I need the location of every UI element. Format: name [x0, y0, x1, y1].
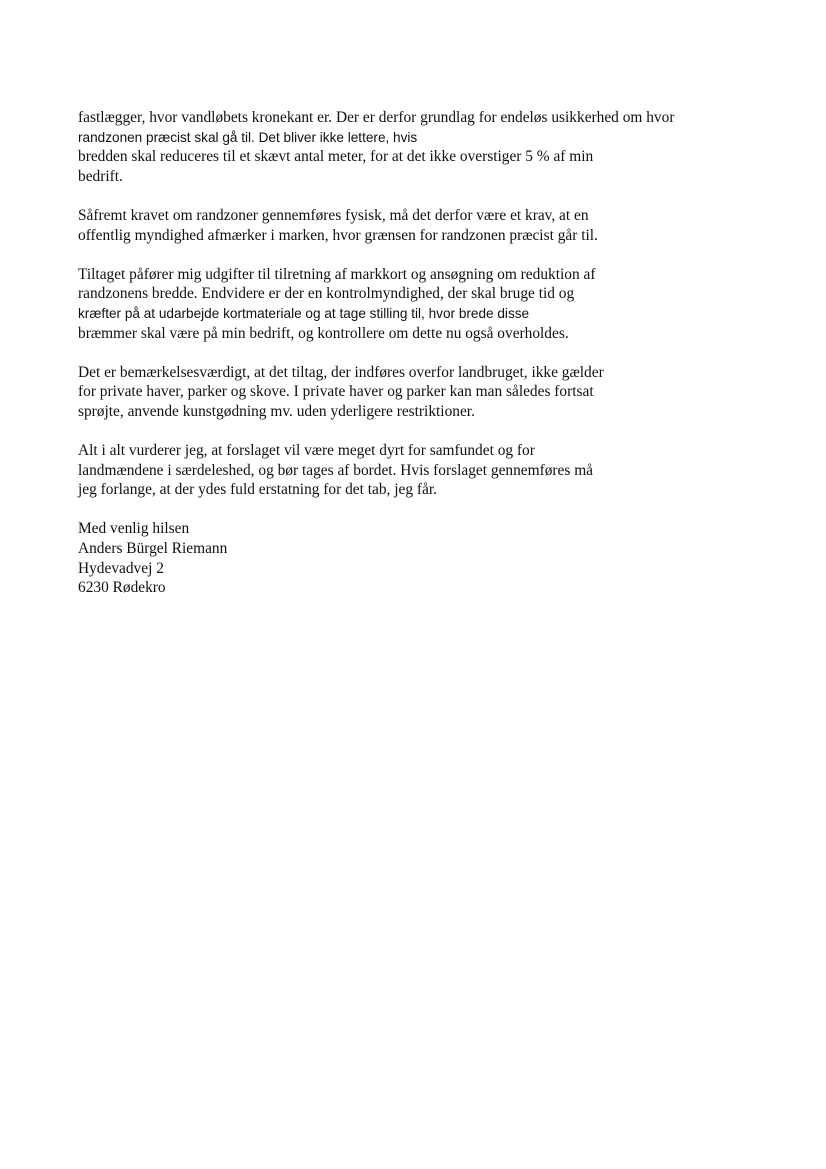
- text-line: bedrift.: [78, 167, 123, 185]
- text-line: for private haver, parker og skove. I private haver og parker kan man således fortsat: [78, 383, 594, 401]
- text-line: bredden skal reduceres til et skævt antal meter, for at det ikke overstiger 5 % af min: [78, 148, 594, 166]
- text-line: jeg forlange, at der ydes fuld erstatning for det tab, jeg får.: [78, 481, 437, 499]
- paragraph-4: [78, 363, 778, 422]
- text-line: randzonens bredde. Endvidere er der en kontrolmyndighed, der skal bruge tid og: [78, 285, 575, 303]
- sender-name: Anders Bürgel Riemann: [78, 540, 228, 558]
- sender-street: Hydevadvej 2: [78, 559, 164, 577]
- text-line: bræmmer skal være på min bedrift, og kontrollere om dette nu også overholdes.: [78, 324, 569, 342]
- closing-salutation: Med venlig hilsen: [78, 520, 190, 538]
- text-line: landmændene i særdeleshed, og bør tages af bordet. Hvis forslaget gennemføres må: [78, 461, 594, 479]
- letter-body: [78, 108, 778, 598]
- text-line: Tiltaget påfører mig udgifter til tilretning af markkort og ansøgning om reduktion af: [78, 265, 596, 283]
- text-line: Såfremt kravet om randzoner gennemføres fysisk, må det derfor være et krav, at en: [78, 206, 589, 224]
- paragraph-2: [78, 206, 778, 245]
- text-line: offentlig myndighed afmærker i marken, hvor grænsen for randzonen præcist går til.: [78, 226, 598, 244]
- text-line: Det er bemærkelsesværdigt, at det tiltag, der indføres overfor landbruget, ikke gælder: [78, 363, 604, 381]
- signature-block: [78, 519, 778, 597]
- text-line: kræfter på at udarbejde kortmateriale og at tage stilling til, hvor brede disse: [78, 305, 530, 321]
- text-line: randzonen præcist skal gå til. Det bliver ikke lettere, hvis: [78, 129, 418, 145]
- paragraph-1: [78, 108, 778, 186]
- paragraph-3: [78, 265, 778, 343]
- text-line: fastlægger, hvor vandløbets kronekant er. Der er derfor grundlag for endeløs usikkerhed om hvor: [78, 109, 675, 126]
- text-line: Alt i alt vurderer jeg, at forslaget vil være meget dyrt for samfundet og for: [78, 442, 535, 460]
- sender-city: 6230 Rødekro: [78, 579, 166, 597]
- paragraph-5: [78, 441, 778, 500]
- text-line: sprøjte, anvende kunstgødning mv. uden yderligere restriktioner.: [78, 402, 475, 420]
